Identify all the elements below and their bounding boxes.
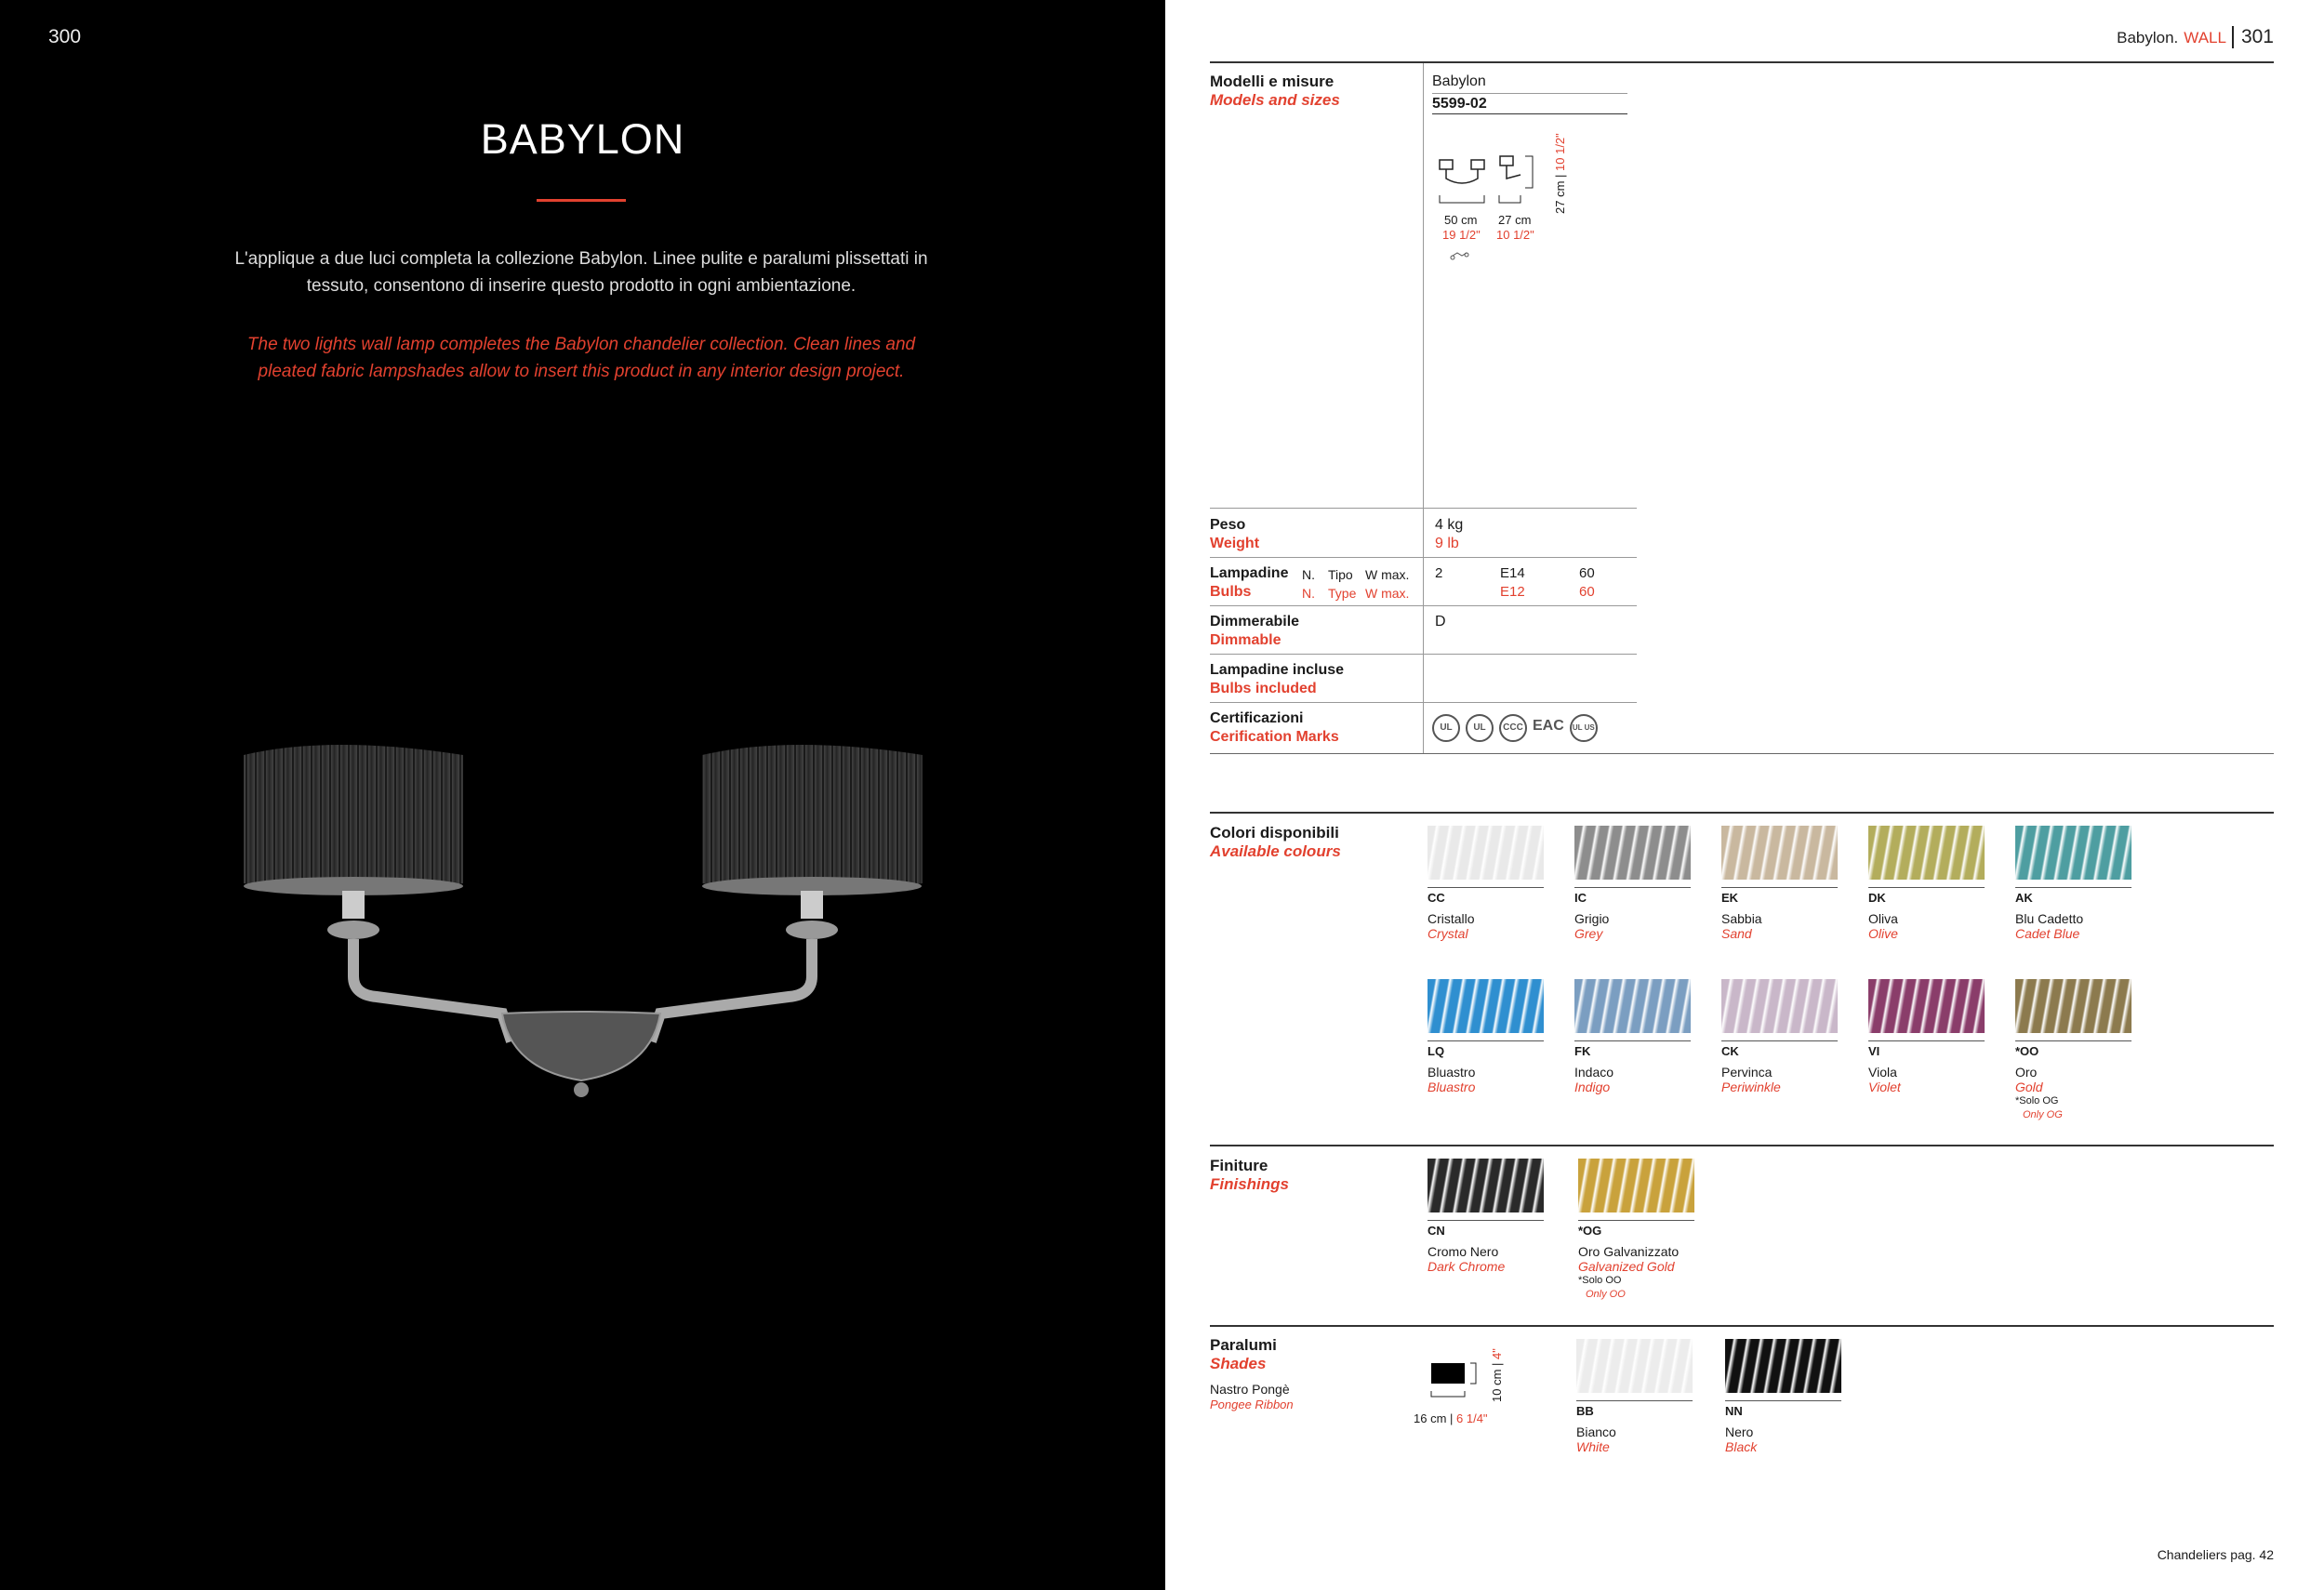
- swatch-name-en: White: [1576, 1439, 1610, 1454]
- swatch-name-en: Violet: [1868, 1080, 1901, 1094]
- swatch: [1428, 1159, 1544, 1274]
- swatch: [1428, 979, 1544, 1094]
- footer-reference: Chandeliers pag. 42: [2157, 1547, 2274, 1562]
- shades-label: [1210, 1336, 1277, 1373]
- swatch-name-en: Black: [1725, 1439, 1758, 1454]
- included-label-it: Lampadine incluse: [1210, 662, 1345, 678]
- shade-material-it: Nastro Pongè: [1210, 1382, 1290, 1397]
- model-code: 5599-02: [1432, 96, 1487, 112]
- swatch-name-en: Bluastro: [1428, 1080, 1476, 1094]
- swatch-name-it: Grigio: [1574, 911, 1610, 926]
- swatch-code: AK: [2015, 887, 2131, 905]
- cert-label-it: Certificazioni: [1210, 710, 1304, 726]
- dimmable-value: D: [1435, 614, 1446, 629]
- weight-label-en: Weight: [1210, 536, 1260, 551]
- shades-rule: [1210, 1325, 2274, 1327]
- swatch: [1574, 826, 1691, 941]
- bulbs-col-w-en: W max.: [1365, 586, 1410, 601]
- swatch-name-it: Cristallo: [1428, 911, 1475, 926]
- bulbs-w-it: 60: [1579, 565, 1595, 581]
- spec-divider: [1423, 63, 1424, 753]
- cert-mark-icon: UL US: [1570, 714, 1598, 742]
- swatch-name-en: Galvanized Gold: [1578, 1259, 1675, 1274]
- finishes-label: [1210, 1157, 1289, 1194]
- header-collection: Babylon.: [2117, 29, 2179, 46]
- swatch-name-en: Dark Chrome: [1428, 1259, 1506, 1274]
- cert-mark-icon: UL: [1466, 714, 1494, 742]
- bulbs-w-en: 60: [1579, 584, 1595, 600]
- swatch-name-it: Blu Cadetto: [2015, 911, 2084, 926]
- title-underline: [537, 199, 626, 202]
- swatch: [1721, 979, 1838, 1094]
- swatch-code: CK: [1721, 1040, 1838, 1058]
- page-header: [2117, 26, 2274, 48]
- colours-label-en: Available colours: [1210, 842, 1341, 860]
- weight-label-it: Peso: [1210, 517, 1246, 533]
- swatch: [1576, 1339, 1693, 1454]
- swatch-name-it: Bluastro: [1428, 1065, 1476, 1080]
- swatch-sample: [2015, 979, 2131, 1033]
- spec-bottom-rule: [1210, 753, 2274, 754]
- included-label: [1210, 661, 1344, 698]
- shades-label-it: Paralumi: [1210, 1336, 1277, 1354]
- depth-in: 10 1/2": [1496, 228, 1534, 242]
- swatch-sample: [1868, 826, 1985, 880]
- swatch-sample: [1578, 1159, 1694, 1212]
- cert-label: [1210, 709, 1339, 747]
- description-english: The two lights wall lamp completes the Babylon chandelier collection. Clean lines and pleated fabric lampshades allow to insert this product in any interior design project.: [246, 335, 916, 381]
- swatch-code: FK: [1574, 1040, 1691, 1058]
- swatch-code: *OG: [1578, 1220, 1694, 1238]
- model-name: Babylon: [1432, 73, 1486, 89]
- swatch-code: IC: [1574, 887, 1691, 905]
- swatch: [1725, 1339, 1841, 1454]
- swatch-name-en: Crystal: [1428, 926, 1468, 941]
- swatch-name-en: Cadet Blue: [2015, 926, 2080, 941]
- bulbs-type-it: E14: [1500, 565, 1525, 581]
- swatch-name-it: Nero: [1725, 1424, 1754, 1439]
- finishes-label-en: Finishings: [1210, 1175, 1289, 1193]
- swatch-name-it: Indaco: [1574, 1065, 1614, 1080]
- height-label: 27 cm | 10 1/2": [1553, 133, 1567, 214]
- swatch: [2015, 826, 2131, 941]
- cert-mark-icon: UL: [1432, 714, 1460, 742]
- swatch-name-it: Sabbia: [1721, 911, 1762, 926]
- models-label-it: Modelli e misure: [1210, 73, 1335, 90]
- width-cm: 50 cm: [1444, 213, 1478, 227]
- models-label: [1210, 73, 1340, 110]
- swatch-code: *OO: [2015, 1040, 2131, 1058]
- swatch-sample: [1721, 826, 1838, 880]
- swatch-name-en: Grey: [1574, 926, 1603, 941]
- swatch-name-en: Olive: [1868, 926, 1898, 941]
- swatch: [1868, 826, 1985, 941]
- swatch-name-en: Gold: [2015, 1080, 2043, 1094]
- swatch-name-it: Oro: [2015, 1065, 2038, 1080]
- page-number-right: 301: [2232, 26, 2274, 48]
- height-cm: 27 cm: [1553, 180, 1567, 214]
- swatch-code: BB: [1576, 1400, 1693, 1418]
- swatch-note-it: *Solo OO: [1578, 1275, 1622, 1286]
- cert-marks: [1432, 714, 1598, 742]
- weight-kg: 4 kg: [1435, 517, 1464, 533]
- top-rule: [1210, 61, 2274, 63]
- swatch-name-it: Oliva: [1868, 911, 1898, 926]
- description-italian: L'applique a due luci completa la collezione Babylon. Linee pulite e paralumi plissettati in tessuto, consentono di inserire questo prodotto in ogni ambientazione.: [234, 249, 928, 296]
- shade-width: 16 cm: [1414, 1411, 1447, 1425]
- shade-material-en: Pongee Ribbon: [1210, 1398, 1294, 1411]
- dimmable-label: [1210, 613, 1299, 650]
- header-type: WALL: [2184, 29, 2226, 46]
- swatch-sample: [1725, 1339, 1841, 1393]
- swatch-name-it: Viola: [1868, 1065, 1897, 1080]
- swatch-name-it: Pervinca: [1721, 1065, 1773, 1080]
- colours-rule: [1210, 812, 2274, 814]
- swatch: [1574, 979, 1691, 1094]
- page-title: BABYLON: [480, 115, 685, 163]
- bulbs-count: 2: [1435, 565, 1443, 581]
- swatch-name-it: Oro Galvanizzato: [1578, 1244, 1680, 1259]
- bulbs-col-type-it: Tipo: [1328, 567, 1353, 582]
- shade-height: 10 cm: [1490, 1369, 1504, 1402]
- swatch-code: CN: [1428, 1220, 1544, 1238]
- swatch-name-en: Indigo: [1574, 1080, 1611, 1094]
- swatch: [1868, 979, 1985, 1094]
- wall-lamp-photo: [223, 735, 949, 1125]
- swatch: [2015, 979, 2131, 1122]
- swatch-sample: [1428, 979, 1544, 1033]
- bulbs-label-it: Lampadine: [1210, 565, 1289, 581]
- swatch-name-en: Periwinkle: [1721, 1080, 1781, 1094]
- depth-cm: 27 cm: [1498, 213, 1532, 227]
- swatch-sample: [1576, 1339, 1693, 1393]
- swatch-code: CC: [1428, 887, 1544, 905]
- bulbs-rule: [1210, 557, 1637, 558]
- shade-height-in: 4": [1490, 1348, 1504, 1359]
- swatch-sample: [1721, 979, 1838, 1033]
- models-label-en: Models and sizes: [1210, 91, 1340, 109]
- bulbs-col-type-en: Type: [1328, 586, 1357, 601]
- bulbs-label: [1210, 564, 1288, 602]
- page-number-left: 300: [48, 26, 82, 47]
- swatch-name-it: Bianco: [1576, 1424, 1616, 1439]
- dimmable-label-it: Dimmerabile: [1210, 614, 1300, 629]
- cert-rule: [1210, 702, 1637, 703]
- bulbs-label-en: Bulbs: [1210, 584, 1252, 600]
- swatch-code: NN: [1725, 1400, 1841, 1418]
- weight-label: [1210, 516, 1259, 553]
- weight-lb: 9 lb: [1435, 536, 1459, 551]
- finishes-label-it: Finiture: [1210, 1157, 1268, 1174]
- finishes-rule: [1210, 1145, 2274, 1146]
- swatch-note-it: *Solo OG: [2015, 1095, 2059, 1106]
- bulbs-col-n-it: N.: [1302, 567, 1315, 582]
- height-in: 10 1/2": [1553, 133, 1567, 171]
- swatch: [1721, 826, 1838, 941]
- swatch-code: LQ: [1428, 1040, 1544, 1058]
- swatch-code: EK: [1721, 887, 1838, 905]
- included-label-en: Bulbs included: [1210, 681, 1317, 696]
- bulbs-col-w-it: W max.: [1365, 567, 1410, 582]
- swatch-sample: [1574, 826, 1691, 880]
- swatch-note-en: Only OG: [2023, 1109, 2063, 1120]
- swatch-sample: [1868, 979, 1985, 1033]
- swatch: [1578, 1159, 1694, 1302]
- model-name-rule: [1432, 93, 1627, 94]
- shade-width-in: 6 1/4": [1456, 1411, 1488, 1425]
- swatch-name-en: Sand: [1721, 926, 1752, 941]
- bulbs-col-n-en: N.: [1302, 586, 1315, 601]
- swatch-sample: [1574, 979, 1691, 1033]
- swatch-note-en: Only OO: [1586, 1289, 1626, 1300]
- swatch-code: VI: [1868, 1040, 1985, 1058]
- swatch-name-it: Cromo Nero: [1428, 1244, 1499, 1259]
- swatch-sample: [1428, 826, 1544, 880]
- weight-rule: [1210, 508, 1637, 509]
- swatch-code: DK: [1868, 887, 1985, 905]
- swatch-sample: [1428, 1159, 1544, 1212]
- width-in: 19 1/2": [1442, 228, 1481, 242]
- bulbs-type-en: E12: [1500, 584, 1525, 600]
- dimmable-rule: [1210, 605, 1637, 606]
- cert-mark-icon: CCC: [1499, 714, 1527, 742]
- colours-label-it: Colori disponibili: [1210, 824, 1339, 841]
- cert-label-en: Cerification Marks: [1210, 729, 1339, 745]
- shades-label-en: Shades: [1210, 1355, 1267, 1372]
- shade-height-label: 10 cm | 4": [1490, 1348, 1504, 1402]
- shade-width-label: 16 cm | 6 1/4": [1414, 1411, 1488, 1425]
- colours-label: [1210, 824, 1341, 861]
- swatch: [1428, 826, 1544, 941]
- swatch-sample: [2015, 826, 2131, 880]
- dimmable-label-en: Dimmable: [1210, 632, 1282, 648]
- model-code-rule: [1432, 113, 1627, 114]
- cert-mark-icon: EAC: [1533, 718, 1564, 734]
- included-rule: [1210, 654, 1637, 655]
